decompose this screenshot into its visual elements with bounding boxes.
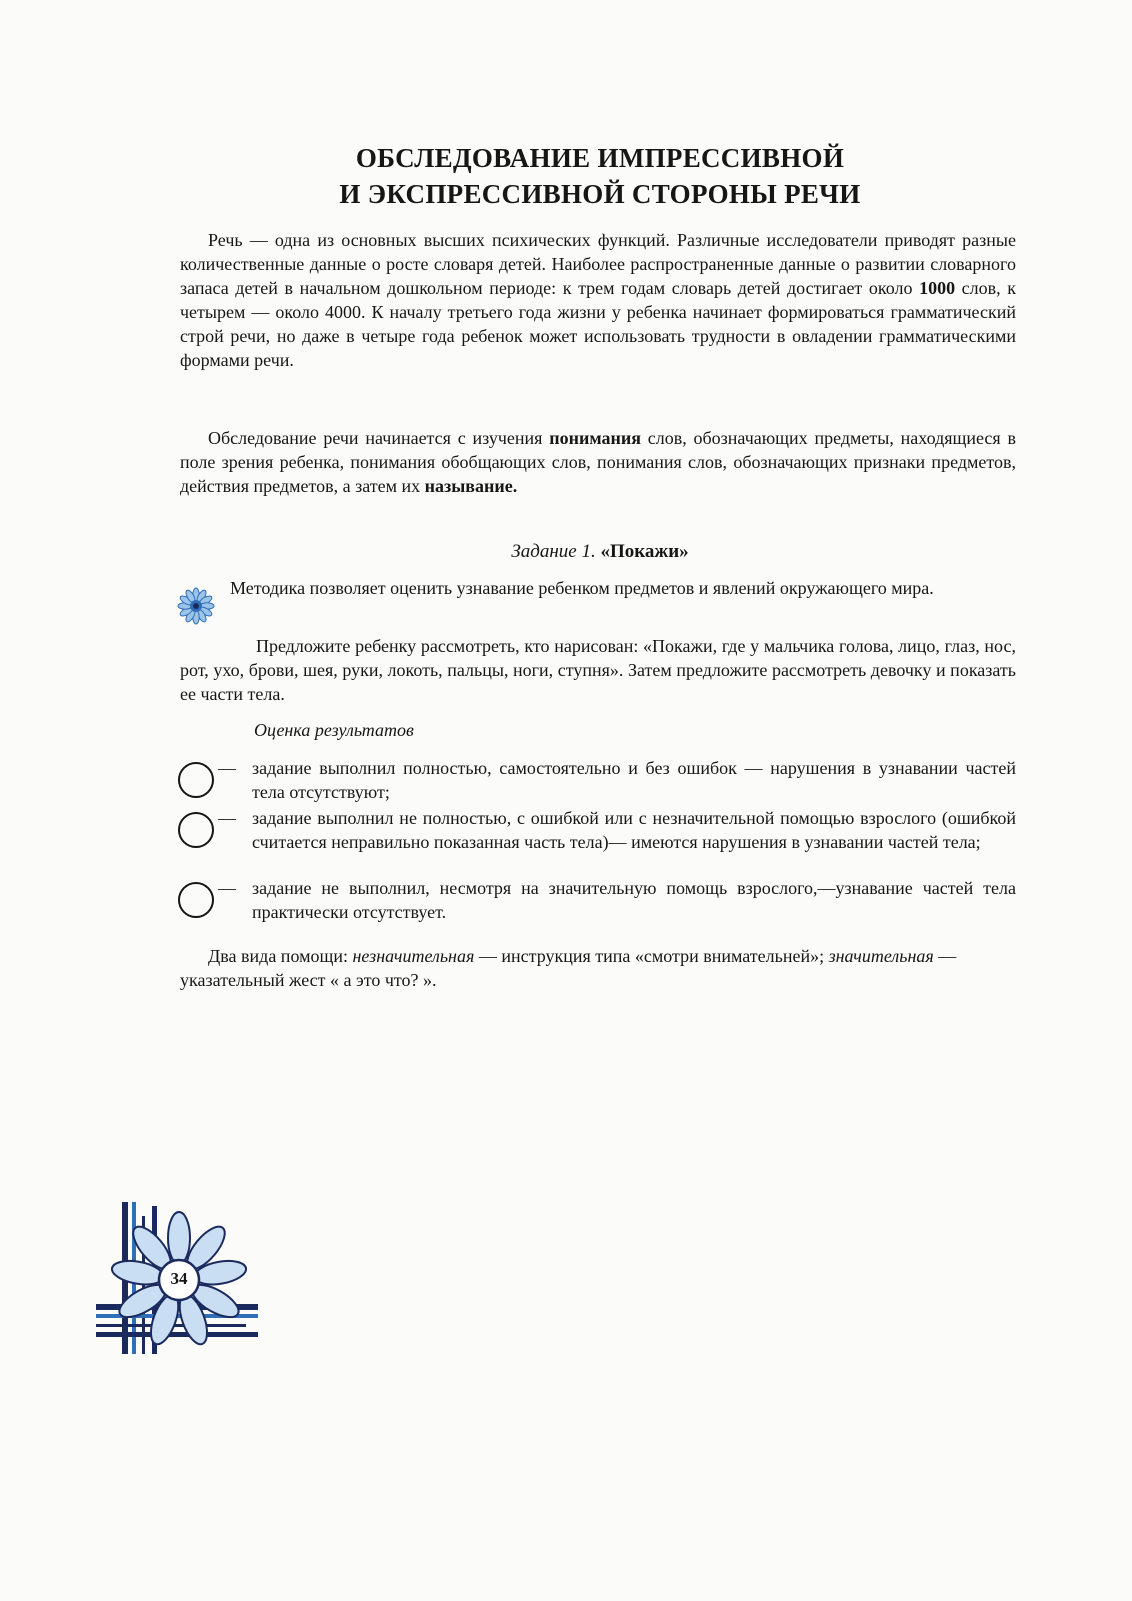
- intro-bold-naming: называние.: [424, 476, 518, 496]
- intro-text-1a: Речь — одна из основных высших психических функций. Различные исследователи приводят разные количественные данные о росте словаря детей. Наиболее распространенные данные о развитии словарного запаса детей в начальном дошкольном периоде: к трем годам словарь детей достигает около: [180, 230, 1016, 298]
- intro-text-2a: Обследование речи начинается с изучения: [208, 428, 550, 448]
- flower-bullet-icon: [176, 586, 216, 626]
- task-instruction: Предложите ребенку рассмотреть, кто нарисован: «Покажи, где у мальчика голова, лицо, глаз, нос, рот, ухо, брови, шея, руки, локоть, пальцы, ноги, ступня». Затем предложите рассмотреть девочку и показать ее части тела.: [180, 636, 1016, 704]
- evaluation-heading: Оценка результатов: [254, 720, 414, 740]
- intro-paragraph-2: [180, 426, 1016, 498]
- score-circle-1: [178, 762, 214, 798]
- score-circle-2: [178, 812, 214, 848]
- evaluation-text-3: задание не выполнил, несмотря на значительную помощь взрослого,—узнавание частей тела практически отсутствует.: [252, 878, 1016, 922]
- evaluation-text-1: задание выполнил полностью, самостоятельно и без ошибок — нарушения в узнавании частей тела отсутствуют;: [252, 758, 1016, 802]
- task-label: Задание 1.: [511, 541, 596, 562]
- intro-paragraph-1: [180, 228, 1016, 372]
- evaluation-dash-3: —: [218, 878, 236, 898]
- page-title: [180, 140, 1020, 212]
- intro-text-1b: слов, к четырем — около 4000. К началу третьего года жизни у ребенка начинает формироваться грамматический строй речи, но даже в четыре года ребенок может использовать трудности в овладении грамматическими формами речи.: [180, 278, 1016, 370]
- page-number: 34: [170, 1269, 188, 1288]
- help-intro: Два вида помощи:: [208, 946, 353, 966]
- task-name: «Покажи»: [600, 541, 689, 562]
- title-line-2: И ЭКСПРЕССИВНОЙ СТОРОНЫ РЕЧИ: [339, 179, 861, 209]
- intro-text-2b: слов, обозначающих предметы, находящиеся в поле зрения ребенка, понимания обобщающих слов, понимания слов, обозначающих признаки предметов, действия предметов, а затем их: [180, 428, 1016, 496]
- help-major-text: — указательный жест « а это что? ».: [180, 946, 957, 990]
- title-line-1: ОБСЛЕДОВАНИЕ ИМПРЕССИВНОЙ: [355, 143, 845, 173]
- evaluation-text-2: задание выполнил не полностью, с ошибкой или с незначительной помощью взрослого (ошибкой считается неправильно показанная часть тела)— имеются нарушения в узнавании частей тела;: [252, 808, 1016, 852]
- help-major-label: значительная: [828, 946, 934, 966]
- intro-bold-understanding: понимания: [549, 428, 641, 448]
- evaluation-dash-2: —: [218, 808, 236, 828]
- score-circle-3: [178, 882, 214, 918]
- evaluation-dash-1: —: [218, 758, 236, 778]
- help-types-note: [180, 944, 1016, 992]
- method-description: Методика позволяет оценить узнавание ребенком предметов и явлений окружающего мира.: [230, 578, 934, 598]
- help-minor-text: — инструкция типа «смотри внимательней»;: [474, 946, 829, 966]
- intro-number-1000: 1000: [919, 278, 956, 298]
- help-minor-label: незначительная: [352, 946, 475, 966]
- task-heading: [180, 540, 1020, 564]
